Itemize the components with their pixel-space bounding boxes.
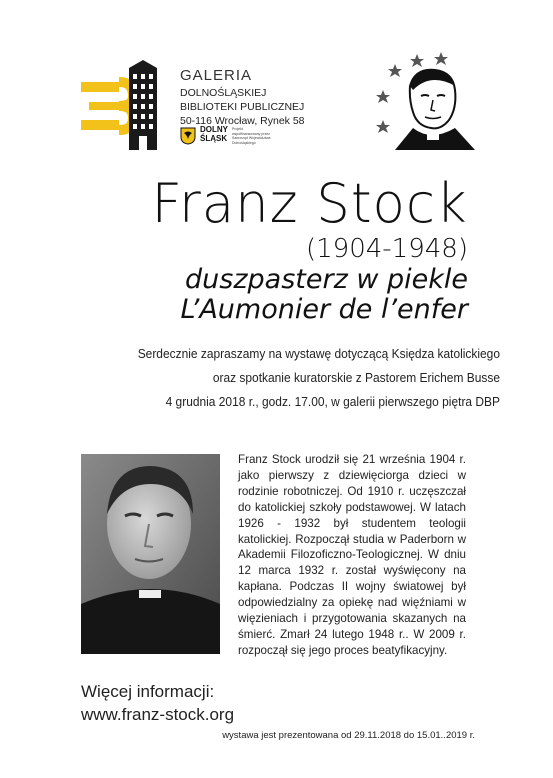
- invitation-line-2: oraz spotkanie kuratorskie z Pastorem Erichem Busse: [212, 370, 500, 385]
- gallery-line-1: DOLNOŚLĄSKIEJ: [180, 87, 267, 99]
- gallery-address: 50-116 Wrocław, Rynek 58: [180, 115, 305, 127]
- more-info-label: Więcej informacji:: [81, 682, 215, 701]
- partner-small-text: Projekt współfinansowany przez Samorząd Województwa Dolnośląskiego: [232, 127, 271, 145]
- dolny-slask-eagle-icon: [180, 127, 196, 145]
- title-years: (1904-1948): [305, 234, 468, 264]
- subtitle-french: L’Aumonier de l’enfer: [180, 294, 468, 325]
- website-link[interactable]: www.franz-stock.org: [81, 705, 235, 724]
- biography-text: Franz Stock urodził się 21 września 1904 r. jako pierwszy z dziewięciorga dzieci w rodzinie robotniczej. Od 1910 r. uczęszczał do katolickiej szkoły podstawowej. W latach 1926 - 1932 był studentem teologii katolickiej. Rozpoczął studia w Paderborn w Akademii Filozoficzno-Teologicznej. W dniu 12 marca 1932 r. został wyświęcony na kapłana. Podczas II wojny światowej był odpowiedzialny za opiekę nad więźniami w więzieniach i przygotowania skazanych na śmierć. Zmarł 24 lutego 1948 r.. W 2009 r. rozpoczął się jego proces beatyfikacyjny.: [238, 453, 466, 657]
- subtitle-polish: duszpasterz w piekle: [185, 264, 468, 295]
- franz-stock-emblem-icon: [375, 50, 485, 160]
- star-icon: [376, 52, 448, 133]
- gallery-line-2: BIBLIOTEKI PUBLICZNEJ: [180, 101, 305, 113]
- exhibition-dates: wystawa jest prezentowana od 29.11.2018 do 15.01..2019 r.: [222, 730, 475, 741]
- gallery-title: GALERIA: [180, 67, 253, 84]
- invitation-line-1: Serdecznie zapraszamy na wystawę dotyczącą Księdza katolickiego: [137, 346, 500, 361]
- portrait-photo: [81, 454, 220, 654]
- invitation-line-3: 4 grudnia 2018 r., godz. 17.00, w galerii pierwszego piętra DBP: [165, 394, 500, 409]
- partner-logo-text: DOLNY ŚLĄSK: [200, 125, 228, 143]
- page-title: Franz Stock: [151, 172, 468, 235]
